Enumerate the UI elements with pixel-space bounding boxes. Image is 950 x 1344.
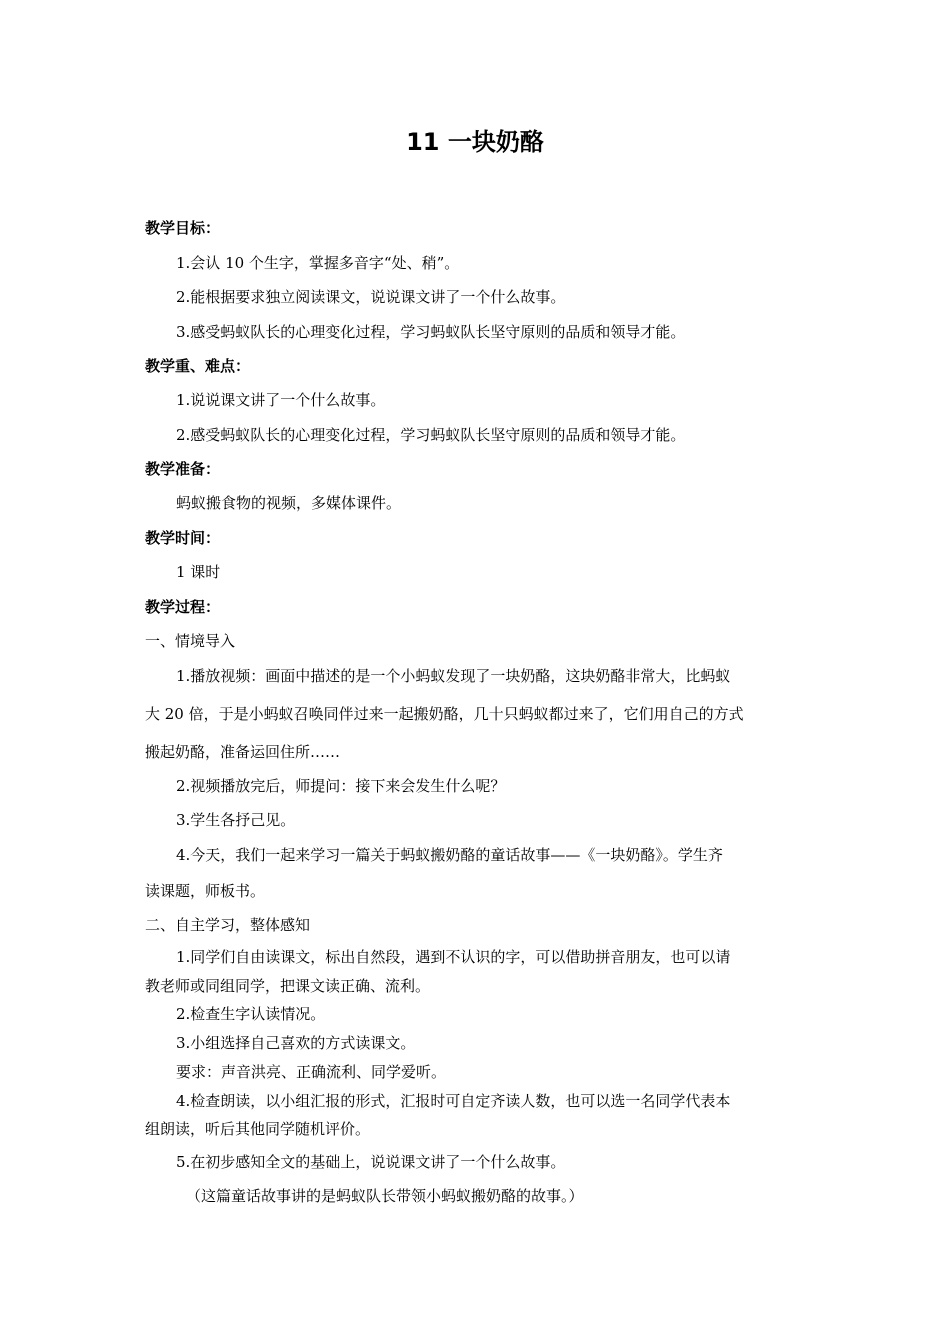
time-text: 1 课时 bbox=[176, 563, 221, 581]
preparation-text: 蚂蚁搬食物的视频，多媒体课件。 bbox=[176, 494, 402, 512]
requirement-line: 要求：声音洪亮、正确流利、同学爱听。 bbox=[176, 1063, 447, 1081]
process-heading: 教学过程： bbox=[145, 598, 221, 616]
objectives-heading: 教学目标： bbox=[145, 219, 221, 237]
key-point-item: 2.感受蚂蚁队长的心理变化过程，学习蚂蚁队长坚守原则的品质和领导才能。 bbox=[176, 426, 686, 444]
section-title: 二、自主学习，整体感知 bbox=[145, 916, 311, 934]
paragraph-line: 4.检查朗读，以小组汇报的形式，汇报时可自定齐读人数，也可以选一名同学代表本 bbox=[176, 1092, 731, 1110]
section-title: 一、情境导入 bbox=[145, 632, 236, 650]
paragraph-line: 1.播放视频：画面中描述的是一个小蚂蚁发现了一块奶酪，这块奶酪非常大，比蚂蚁 bbox=[176, 667, 731, 685]
paragraph-line: 大 20 倍，于是小蚂蚁召唤同伴过来一起搬奶酪，几十只蚂蚁都过来了，它们用自己的方式 bbox=[145, 705, 744, 723]
paragraph-line: 组朗读，听后其他同学随机评价。 bbox=[145, 1120, 371, 1138]
objective-item: 3.感受蚂蚁队长的心理变化过程，学习蚂蚁队长坚守原则的品质和领导才能。 bbox=[176, 323, 686, 341]
page-title: 11 一块奶酪 bbox=[406, 128, 544, 156]
key-points-heading: 教学重、难点： bbox=[145, 357, 251, 375]
paragraph-line: 搬起奶酪，准备运回住所…… bbox=[145, 743, 341, 761]
paragraph-line: 2.检查生字认读情况。 bbox=[176, 1005, 326, 1023]
paragraph-line: 5.在初步感知全文的基础上，说说课文讲了一个什么故事。 bbox=[176, 1153, 566, 1171]
paragraph-line: 4.今天，我们一起来学习一篇关于蚂蚁搬奶酪的童话故事——《一块奶酪》。学生齐 bbox=[176, 846, 723, 864]
paragraph-line: 1.同学们自由读课文，标出自然段，遇到不认识的字，可以借助拼音朋友，也可以请 bbox=[176, 948, 731, 966]
paragraph-line: 读课题，师板书。 bbox=[145, 882, 266, 900]
paragraph-line: 教老师或同组同学，把课文读正确、流利。 bbox=[145, 977, 431, 995]
time-heading: 教学时间： bbox=[145, 529, 221, 547]
paragraph-line: 2.视频播放完后，师提问：接下来会发生什么呢？ bbox=[176, 777, 506, 795]
key-point-item: 1.说说课文讲了一个什么故事。 bbox=[176, 391, 386, 409]
answer-line: （这篇童话故事讲的是蚂蚁队长带领小蚂蚁搬奶酪的故事。） bbox=[186, 1187, 584, 1205]
preparation-heading: 教学准备： bbox=[145, 460, 221, 478]
objective-item: 2.能根据要求独立阅读课文，说说课文讲了一个什么故事。 bbox=[176, 288, 566, 306]
objective-item: 1.会认 10 个生字，掌握多音字“处、稍”。 bbox=[176, 254, 460, 272]
paragraph-line: 3.小组选择自己喜欢的方式读课文。 bbox=[176, 1034, 416, 1052]
paragraph-line: 3.学生各抒己见。 bbox=[176, 811, 296, 829]
